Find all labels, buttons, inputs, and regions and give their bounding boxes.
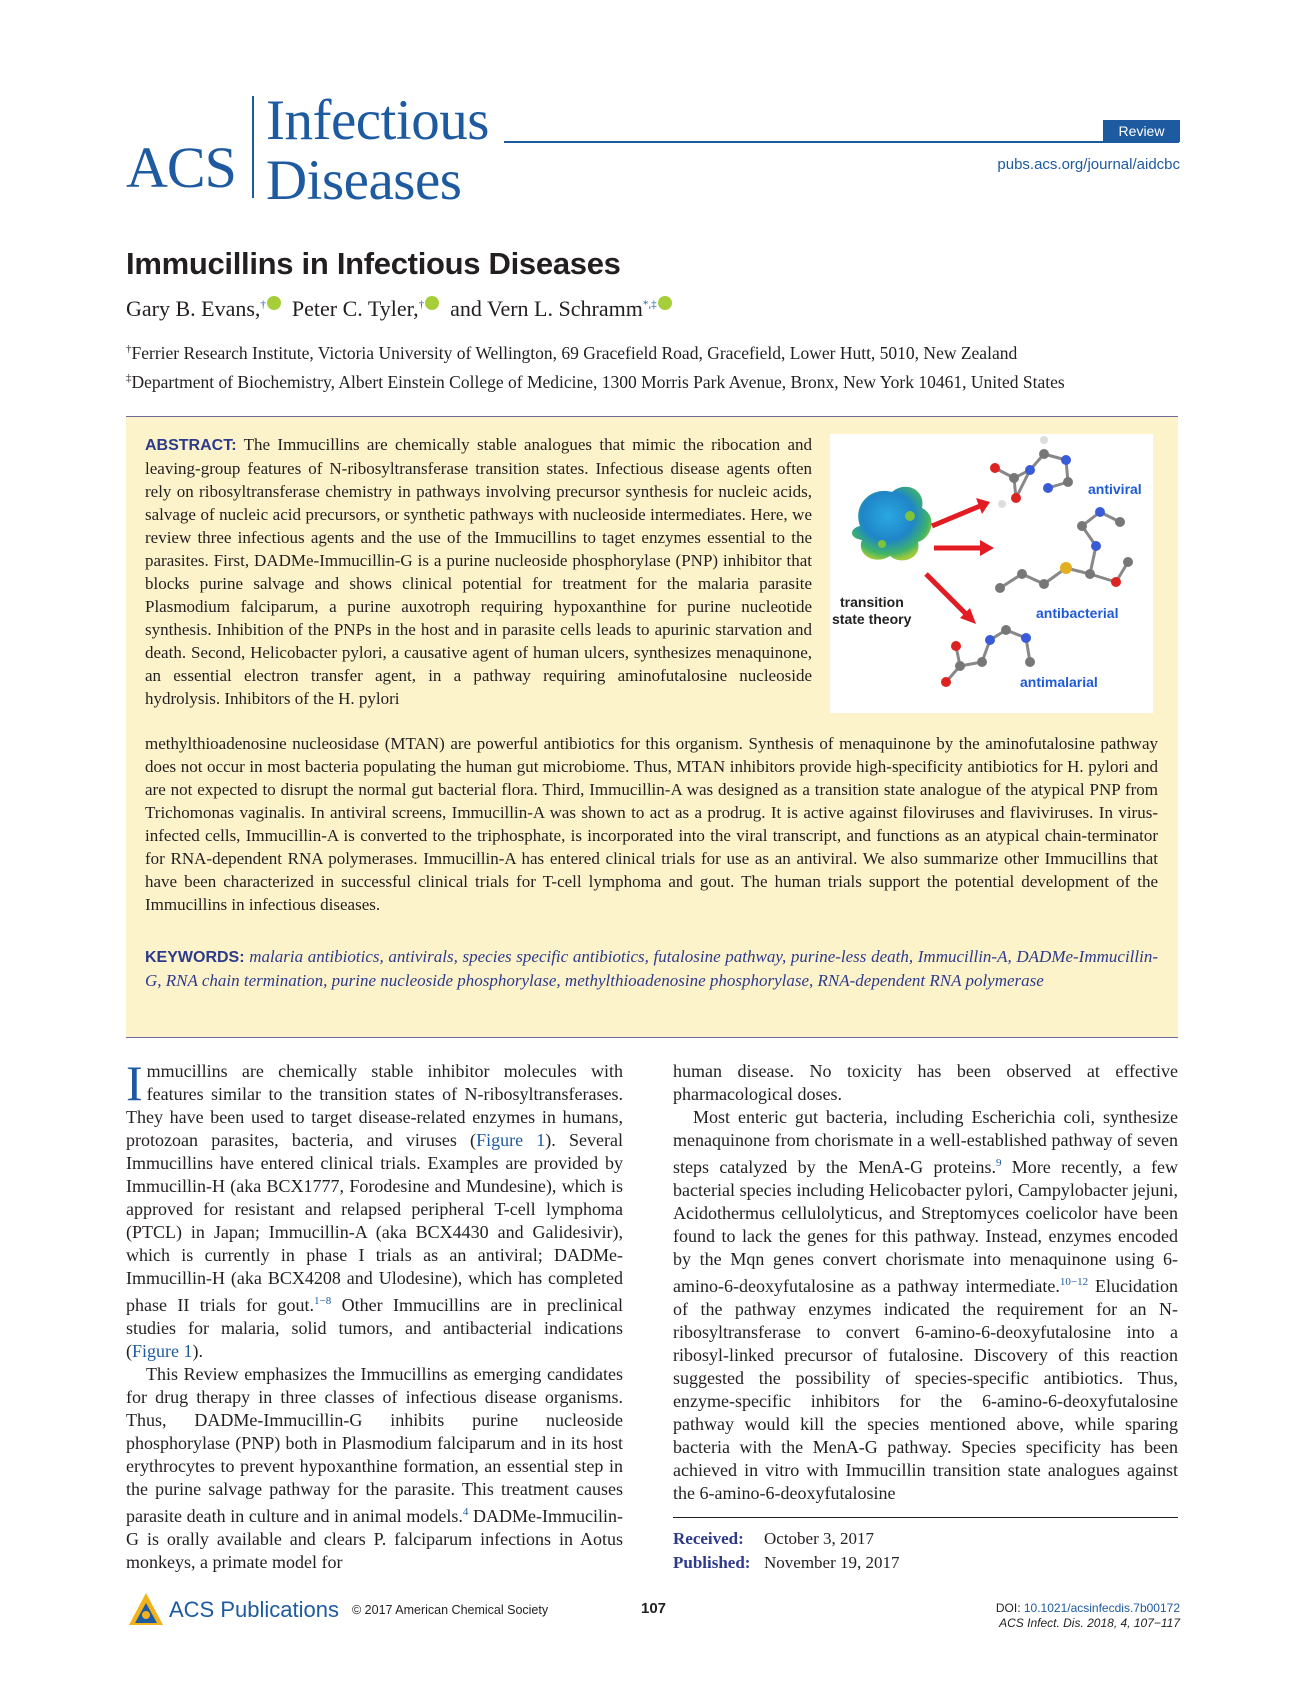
label-transition-state-line1: transition	[840, 594, 904, 610]
text-run: Elucidation of the pathway enzymes indicated the requirement for an N-ribosyltransferase to convert 6-amino-6-deoxyfutalosine into a ribosyl-linked precursor of futalosine. Discovery of this reaction suggested the possibility of species-specific antibiotics. Thus, enzyme-specific inhibitors for the 6-amino-6-deoxyfutalosine pathway would kill the species mentioned above, while sparing bacteria with the MenA-G pathway. Species specificity has been achieved in vitro with Immucillin transition state analogues against the 6-amino-6-deoxyfutalosine	[673, 1276, 1178, 1503]
text-run: Most enteric gut bacteria, including Escherichia coli, synthesize menaquinone from chorismate in a well-established pathway of seven steps catalyzed by the MenA-G proteins.	[673, 1107, 1178, 1177]
journal-logo-acs: ACS	[126, 135, 236, 200]
header-rule	[504, 141, 1179, 143]
doi-link[interactable]: 10.1021/acsinfecdis.7b00172	[1023, 1601, 1180, 1615]
text-run: This Review emphasizes the Immucillins as emerging candidates for drug therapy in three classes of infectious disease organisms. Thus, DADMe-Immucillin-G inhibits purine nucleoside phosphorylase (PNP) both in Plasmodium falciparum and in its host erythrocytes to prevent hypoxanthine formation, an essential step in the purine salvage pathway for the parasite. This treatment causes parasite death in culture and in animal models.	[126, 1364, 623, 1526]
keywords	[145, 945, 1158, 992]
affiliation	[126, 372, 1065, 393]
published-label: Published:	[673, 1553, 751, 1572]
reference-link[interactable]: 9	[995, 1157, 1002, 1169]
author-affil-mark: †	[260, 298, 266, 311]
received-date: October 3, 2017	[764, 1529, 875, 1548]
orcid-icon[interactable]	[658, 296, 672, 310]
affiliation-text: Department of Biochemistry, Albert Einstein College of Medicine, 1300 Morris Park Avenue, Bronx, New York 10461, United States	[131, 372, 1065, 392]
abstract-text-continued: methylthioadenosine nucleosidase (MTAN) are powerful antibiotics for this organism. Synthesis of menaquinone by the aminofutalosine pathway does not occur in most bacteria populating the human gut microbiome. Thus, MTAN inhibitors provide high-specificity antibiotics for H. pylori and are not expected to disrupt the normal gut bacterial flora. Third, Immucillin-A was designed as a transition state analogue of the atypical PNP from Trichomonas vaginalis. In antiviral screens, Immucillin-A was shown to act as a prodrug. It is active against filoviruses and flaviviruses. In virus-infected cells, Immucillin-A is converted to the triphosphate, is incorporated into the viral transcript, and functions as an atypical chain-terminator for RNA-dependent RNA polymerases. Immucillin-A has entered clinical trials for use as an antiviral. We also summarize other Immucillins that have been characterized in successful clinical trials for T-cell lymphoma and gout. The human trials support the potential development of the Immucillins in infectious diseases.	[145, 734, 1158, 914]
body-column-right	[673, 1060, 1178, 1505]
label-antiviral: antiviral	[1088, 481, 1142, 497]
figure-link[interactable]: Figure 1	[132, 1341, 193, 1361]
text-run: Other Immucillins are in preclinical studies for malaria, solid tumors, and antibacterial indications (	[126, 1295, 624, 1361]
author-name[interactable]: and Vern L. Schramm	[450, 296, 643, 321]
author-affil-mark: *,‡	[642, 298, 657, 311]
article-title: Immucillins in Infectious Diseases	[126, 246, 621, 281]
abstract-label: ABSTRACT:	[145, 437, 237, 454]
affiliation	[126, 343, 1017, 364]
antiviral-molecule	[990, 436, 1073, 508]
doi-label: DOI:	[995, 1601, 1024, 1615]
figure-link[interactable]: Figure 1	[476, 1130, 546, 1150]
paragraph	[673, 1106, 1178, 1505]
abstract-part1: The Immucillins are chemically stable analogues that mimic the ribocation and leaving-group features of N-ribosyltransferase transition states. Infectious disease agents often rely on ribosyltransferase chemistry in pathways involving precursor synthesis for nucleic acids, salvage of nucleic acid precursors, or synthetic pathways with nucleoside intermediates. Here, we review three infectious agents and the use of the Immucillins to taget enzymes essential to the parasites. First, DADMe-Immucillin-G is a purine nucleoside phosphorylase (PNP) inhibitor that blocks purine salvage and shows clinical potential for treatment for the malaria parasite Plasmodium falciparum, a purine auxotroph requiring hypoxanthine for purine nucleotide synthesis. Inhibition of the PNPs in the host and in parasite cells leads to apurinic starvation and death. Second, Helicobacter pylori, a causative agent of human ulcers, synthesizes menaquinone, an essential electron transfer agent, in a pathway requiring aminofutalosine nucleoside hydrolysis. Inhibitors of the H. pylori	[145, 435, 812, 708]
antibacterial-molecule	[995, 507, 1133, 593]
footer-citation	[996, 1601, 1180, 1631]
journal-logo-line1: Infectious	[266, 89, 489, 152]
arrows	[926, 498, 994, 624]
paragraph	[126, 1363, 623, 1574]
affil-mark: †	[126, 343, 132, 356]
page-number: 107	[641, 1600, 667, 1617]
text-run: ).	[192, 1341, 203, 1361]
text-run: ). Several Immucillins have entered clinical trials. Examples are provided by Immucillin-H (aka BCX1777, Forodesine and Mundesine), which is approved for resistant and relapsed peripheral T-cell lymphoma (PTCL) in Japan; Immucillin-A (aka BCX4430 and Galidesivir), which is currently in phase I trials as an antiviral; DADMe-Immucillin-H (aka BCX4208 and Ulodesine), which has completed phase II trials for gout.	[126, 1130, 623, 1315]
text-run: More recently, a few bacterial species including Helicobacter pylori, Campylobacter jejuni, Acidothermus cellulolyticus, and Streptomyces coelicolor have been found to lack the genes for this pathway. Instead, enzymes encoded by the Mqn genes convert chorismate into menaquinone using 6-amino-6-deoxyfutalosine as a pathway intermediate.	[673, 1157, 1178, 1296]
orcid-icon[interactable]	[425, 296, 439, 310]
paragraph	[126, 1055, 624, 1363]
toc-graphic-svg	[830, 434, 1153, 713]
label-antimalarial: antimalarial	[1020, 674, 1098, 690]
publication-dates	[673, 1527, 900, 1575]
label-antibacterial: antibacterial	[1036, 605, 1119, 621]
logo-divider	[252, 96, 254, 198]
journal-url-link[interactable]: pubs.acs.org/journal/aidcbc	[997, 156, 1180, 173]
dates-rule	[673, 1517, 1178, 1518]
reference-link[interactable]: 10−12	[1059, 1276, 1089, 1288]
reference-link[interactable]: 4	[462, 1506, 469, 1518]
transition-state-surface	[852, 487, 932, 561]
label-transition-state-line2: state theory	[832, 611, 912, 627]
abstract-text	[145, 433, 812, 710]
keywords-label: KEYWORDS:	[145, 949, 245, 966]
reference-link[interactable]: 1−8	[313, 1295, 332, 1307]
published-date: November 19, 2017	[764, 1553, 900, 1572]
affiliation-text: Ferrier Research Institute, Victoria University of Wellington, 69 Gracefield Road, Gracefield, Lower Hutt, 5010, New Zealand	[131, 343, 1018, 363]
paragraph: human disease. No toxicity has been observed at effective pharmacological doses.	[673, 1061, 1178, 1104]
author-name[interactable]: Peter C. Tyler,	[291, 296, 419, 321]
author-name[interactable]: Gary B. Evans,	[126, 296, 261, 321]
toc-graphic	[830, 434, 1153, 713]
article-type-badge: Review	[1103, 120, 1180, 142]
author-list	[126, 296, 672, 322]
text-run: DADMe-Immucilin-G is orally available and clears P. falciparum infections in Aotus monkeys, a primate model for	[126, 1506, 623, 1572]
author-affil-mark: †	[418, 298, 425, 311]
publisher-name[interactable]: ACS Publications	[169, 1597, 339, 1622]
journal-logo-line2: Diseases	[266, 149, 462, 212]
keywords-list: malaria antibiotics, antivirals, species specific antibiotics, futalosine pathway, purine-less death, Immucillin-A, DADMe-Immucillin-G, RNA chain termination, purine nucleoside phosphorylase, methylthioadenosine phosphorylase, RNA-dependent RNA polymerase	[145, 947, 1158, 990]
affil-mark: ‡	[126, 372, 132, 385]
drop-cap: I	[126, 1055, 143, 1111]
orcid-icon[interactable]	[267, 296, 281, 310]
body-column-left	[126, 1055, 624, 1574]
citation-text: ACS Infect. Dis. 2018, 4, 107−117	[999, 1616, 1180, 1630]
received-label: Received:	[673, 1529, 744, 1548]
text-run: mmucillins are chemically stable inhibitor molecules with features similar to the transition states of N-ribosyltransferases. They have been used to target disease-related enzymes in humans, protozoan parasites, bacteria, and viruses (	[126, 1061, 623, 1150]
acs-publications-logo-icon	[127, 1591, 165, 1632]
copyright: © 2017 American Chemical Society	[352, 1603, 549, 1617]
